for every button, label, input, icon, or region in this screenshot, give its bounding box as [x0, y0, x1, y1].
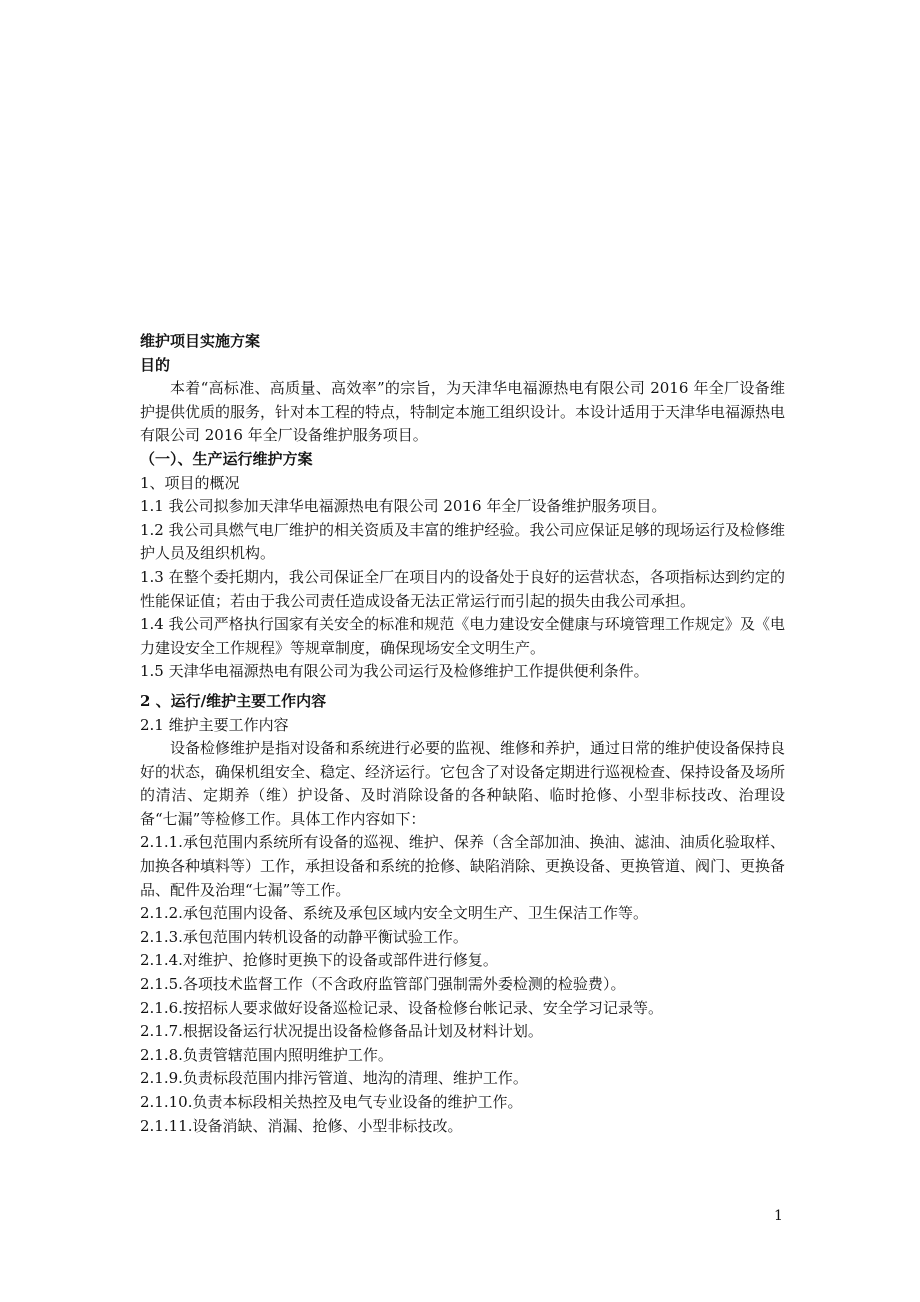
- page-number: 1: [774, 1208, 783, 1224]
- list-item: 2.1.6.按招标人要求做好设备巡检记录、设备检修台帐记录、安全学习记录等。: [140, 998, 663, 1017]
- list-item: 2.1.4.对维护、抢修时更换下的设备或部件进行修复。: [140, 951, 498, 970]
- list-item: 2.1.3.承包范围内转机设备的动静平衡试验工作。: [140, 927, 468, 946]
- paragraph-purpose: 本着“高标准、高质量、高效率”的宗旨，为天津华电福源热电有限公司 2016 年全厂设备维护提供优质的服务，针对本工程的特点，特制定本施工组织设计。本设计适用于天津华电福源热电有限公司 2016 年全厂设备维护服务项目。: [140, 379, 786, 445]
- document-title: 维护项目实施方案: [140, 332, 261, 350]
- section-heading-2: 2 、运行/维护主要工作内容: [140, 691, 327, 710]
- subheading-2-1: 2.1 维护主要工作内容: [140, 715, 289, 734]
- list-item: 2.1.2.承包范围内设备、系统及承包区域内安全文明生产、卫生保洁工作等。: [140, 904, 648, 923]
- paragraph-2-1: 设备检修维护是指对设备和系统进行必要的监视、维修和养护，通过日常的维护使设备保持良好的状态，确保机组安全、稳定、经济运行。它包含了对设备定期进行巡视检查、保持设备及场所的清洁、定期养（维）护设备、及时消除设备的各种缺陷、临时抢修、小型非标技改、治理设备“七漏”等检修工作。具体工作内容如下：: [140, 739, 786, 828]
- list-item: 2.1.1.承包范围内系统所有设备的巡视、维护、保养（含全部加油、换油、滤油、油质化验取样、加换各种填料等）工作，承担设备和系统的抢修、缺陷消除、更换设备、更换管道、阀门、更换备品、配件及治理“七漏”等工作。: [140, 833, 786, 899]
- list-item: 1.3 在整个委托期内，我公司保证全厂在项目内的设备处于良好的运营状态，各项指标达到约定的性能保证值；若由于我公司责任造成设备无法正常运行而引起的损失由我公司承担。: [140, 567, 785, 610]
- section-heading-1: （一）、生产运行维护方案: [140, 449, 313, 468]
- list-item: 2.1.8.负责管辖范围内照明维护工作。: [140, 1045, 393, 1064]
- section-heading-purpose: 目的: [140, 355, 171, 374]
- list-item: 1.1 我公司拟参加天津华电福源热电有限公司 2016 年全厂设备维护服务项目。: [140, 497, 667, 516]
- list-item: 1.5 天津华电福源热电有限公司为我公司运行及检修维护工作提供便利条件。: [140, 662, 649, 681]
- list-item: 2.1.9.负责标段范围内排污管道、地沟的清理、维护工作。: [140, 1069, 528, 1088]
- list-item: 1.2 我公司具燃气电厂维护的相关资质及丰富的维护经验。我公司应保证足够的现场运行及检修维护人员及组织机构。: [140, 520, 785, 563]
- list-item: 2.1.11.设备消缺、消漏、抢修、小型非标技改。: [140, 1116, 463, 1135]
- list-item: 2.1.7.根据设备运行状况提出设备检修备品计划及材料计划。: [140, 1022, 543, 1041]
- list-item: 2.1.5.各项技术监督工作（不含政府监管部门强制需外委检测的检验费）。: [140, 975, 626, 994]
- list-item: 1.4 我公司严格执行国家有关安全的标准和规范《电力建设安全健康与环境管理工作规定》及《电力建设安全工作规程》等规章制度，确保现场安全文明生产。: [140, 615, 785, 657]
- subheading-1: 1、项目的概况: [140, 473, 240, 492]
- document-body: [140, 330, 785, 1138]
- list-item: 2.1.10.负责本标段相关热控及电气专业设备的维护工作。: [140, 1093, 523, 1111]
